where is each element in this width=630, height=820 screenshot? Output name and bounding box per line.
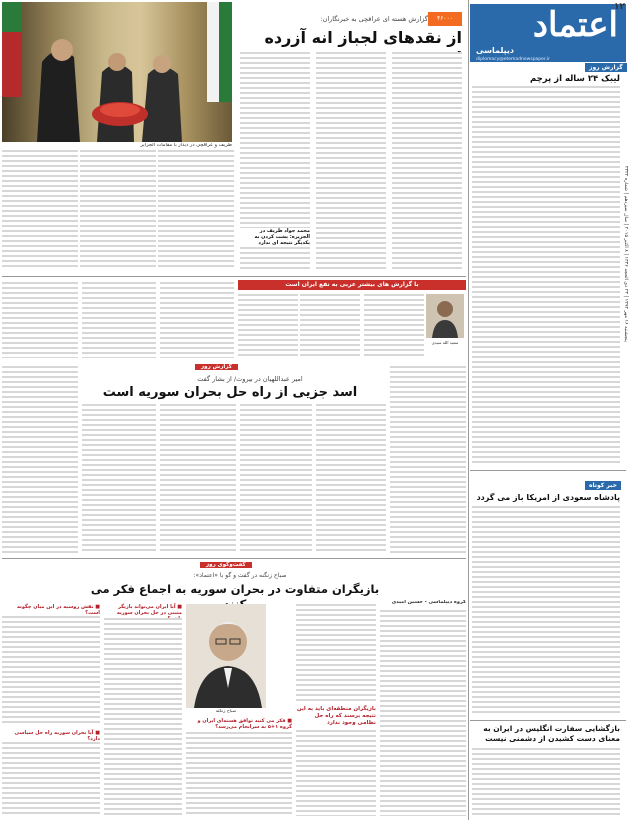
story3-byline: گروه دیپلماسی - حسین امیدی	[391, 600, 466, 605]
sidebar-tag-1: گزارش روز	[585, 63, 627, 72]
top-story-col-6	[2, 150, 78, 270]
portrait-illustration-2	[186, 604, 266, 708]
portrait-illustration	[426, 294, 464, 338]
top-story-col-4	[158, 150, 234, 270]
story2-box-headline: با گزارش های بیشتر عربی به نفع ایران است	[285, 281, 419, 288]
story2-col-a	[390, 366, 466, 554]
story2-left-col-1	[160, 282, 234, 358]
date-line: پنجشنبه ۱۶ مهر ۱۳۹۴ | ۲۳ ذی الحجه ۱۴۳۶ | ۸ اکتبر ۲۰۱۵ | سال سیزدهم | شماره ۳۳۳۲	[623, 166, 628, 342]
sidebar-headline-2: پادشاه سعودی از امریکا باز می گردد	[476, 493, 620, 502]
story3-col-d	[186, 732, 292, 816]
top-story-photo-caption: ظریف و عراقچی در دیدار با مقامات الجزایر	[140, 143, 232, 148]
section-email: diplomacy@etemadnewspaper.ir	[476, 57, 550, 62]
story3-col-b	[296, 604, 376, 704]
story2-portrait	[426, 294, 464, 338]
sidebar-body-3	[472, 748, 620, 816]
photo-illustration	[2, 2, 232, 142]
story2-left-col-2	[82, 282, 156, 358]
sidebar-headline-1: لیبک ۲۴ ساله از پرچم	[529, 74, 620, 84]
story3-tag: گفت‌وگوی روز	[200, 562, 252, 568]
top-story-col-1	[392, 52, 462, 272]
story3-col-f	[2, 616, 100, 726]
story3-question-4: ■ آیا بحران سوریه راه حل سیاسی دارد؟	[14, 730, 100, 742]
story2-kicker: امیر عبداللهیان در بیروت/ از بشار گفت	[197, 375, 303, 383]
story3-col-a	[380, 610, 466, 816]
top-story-headline: از نقدهای لجباز انه آزرده	[264, 28, 462, 47]
sidebar-tag-2: خبر کوتاه	[585, 481, 621, 490]
story2-box-col-2	[300, 294, 360, 358]
top-story-photo	[2, 2, 232, 142]
top-story-subhead: محمد جواد ظریف در الجزیره: پشت کردن به یکدیگر نتیجه ای ندارد	[240, 228, 310, 246]
page-number: ۱۲	[614, 2, 625, 12]
story3-portrait	[186, 604, 266, 708]
story2-box-col-3	[238, 294, 298, 358]
story3-question-3: ■ نقش روسیه در این میان چگونه است؟	[16, 604, 100, 616]
story2-headline: اسد جزیی از راه حل بحران سوریه است	[102, 385, 358, 400]
story3-headline: بازیگران متفاوت در بحران سوریه به اجماع فکر می	[90, 582, 380, 596]
story2-col-e	[82, 404, 156, 554]
story3-col-e	[104, 618, 182, 816]
story3-question-2: ■ آیا ایران می‌تواند بازیگر مثبتی در حل بحران سوریه	[116, 604, 182, 616]
story2-col-b	[316, 404, 386, 554]
story2-portrait-caption: سعید الله سیدی	[431, 340, 459, 345]
top-story-col-2	[316, 52, 386, 272]
story2-left-col-3	[2, 282, 78, 358]
top-story-col-5	[80, 150, 156, 270]
sidebar-body-1	[472, 86, 620, 466]
sidebar-body-2	[472, 506, 620, 716]
top-story-kicker: گزارش هسته ای عراقچی به خبرنگاران:	[320, 15, 428, 23]
masthead	[470, 4, 626, 62]
story2-col-d	[160, 404, 236, 554]
badge: ۴۶۰۰۰	[428, 12, 462, 26]
story3-question-1: ■ فکر می کنید توافق هسته‌ای ایران و گروه ۱+۵ به سرانجام می‌رسد؟	[197, 718, 292, 730]
section-name: دیپلماسی	[476, 46, 514, 55]
newspaper-logo: اعتماد	[532, 5, 618, 45]
story2-tag: گزارش روز	[195, 364, 238, 370]
story3-portrait-caption: صباح زنگنه	[215, 709, 237, 714]
story3-col-c	[296, 730, 376, 816]
story3-pull-quote: بازیگران منطقه‌ای باید به این نتیجه برسند که راه حل نظامی وجود ندارد	[296, 706, 376, 726]
story2-col-c	[240, 404, 312, 554]
story2-box-col-1	[364, 294, 424, 358]
story2-col-f	[2, 366, 78, 554]
story3-kicker: صباح زنگنه در گفت و گو با «اعتماد»:	[193, 572, 287, 579]
sidebar-headline-3: بازگشایی سفارت انگلیس در ایران به معنای دست کشیدن از دشمنی نیست	[483, 724, 620, 743]
story3-col-g	[2, 742, 100, 816]
